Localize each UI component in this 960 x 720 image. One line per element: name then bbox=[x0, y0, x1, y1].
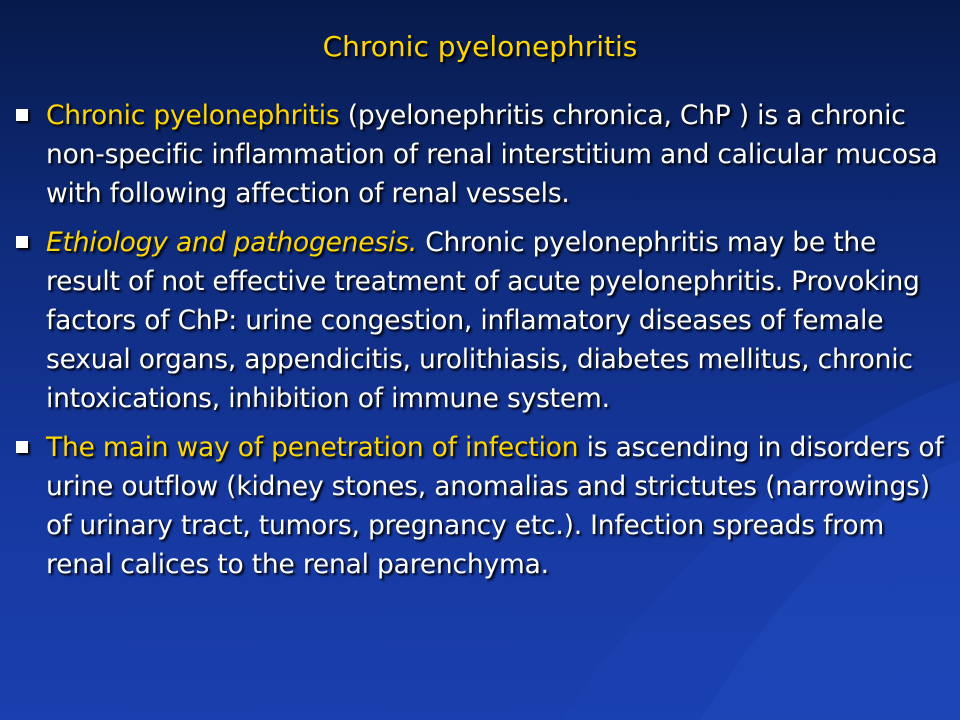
square-bullet-icon bbox=[16, 109, 28, 121]
body-text: Chronic pyelonephritis may be the result of not effective treatment of acute pyelonephritis. Provoking factors of ChP: urine congestion, inflamatory diseases of female sexual organs, appendicitis, urolithiasis, diabetes mellitus, chronic intoxications, inhibition of immune system. bbox=[46, 227, 920, 414]
bullet-paragraph bbox=[46, 223, 955, 418]
bullet-paragraph bbox=[46, 96, 955, 213]
highlight-text: The main way of penetration of infection bbox=[46, 432, 579, 463]
slide-title: Chronic pyelonephritis bbox=[322, 30, 638, 63]
highlight-text: Chronic pyelonephritis bbox=[46, 100, 340, 131]
body-text: (pyelonephritis chronica, ChP ) is a chronic non-specific inflammation of renal interstitium and calicular mucosa with following affection of renal vessels. bbox=[46, 100, 938, 209]
bullet-item-definition bbox=[10, 96, 955, 213]
bullet-paragraph bbox=[46, 428, 955, 584]
bullet-item-penetration bbox=[10, 428, 955, 584]
square-bullet-icon bbox=[16, 236, 28, 248]
highlight-text: Ethiology and pathogenesis. bbox=[46, 227, 417, 258]
bullet-item-ethiology bbox=[10, 223, 955, 418]
slide-content bbox=[10, 96, 955, 594]
square-bullet-icon bbox=[16, 441, 28, 453]
body-text: is ascending in disorders of urine outflow (kidney stones, anomalias and strictutes (narrowings) of urinary tract, tumors, pregnancy etc.). Infection spreads from renal calices to the renal parenchyma. bbox=[46, 432, 944, 580]
